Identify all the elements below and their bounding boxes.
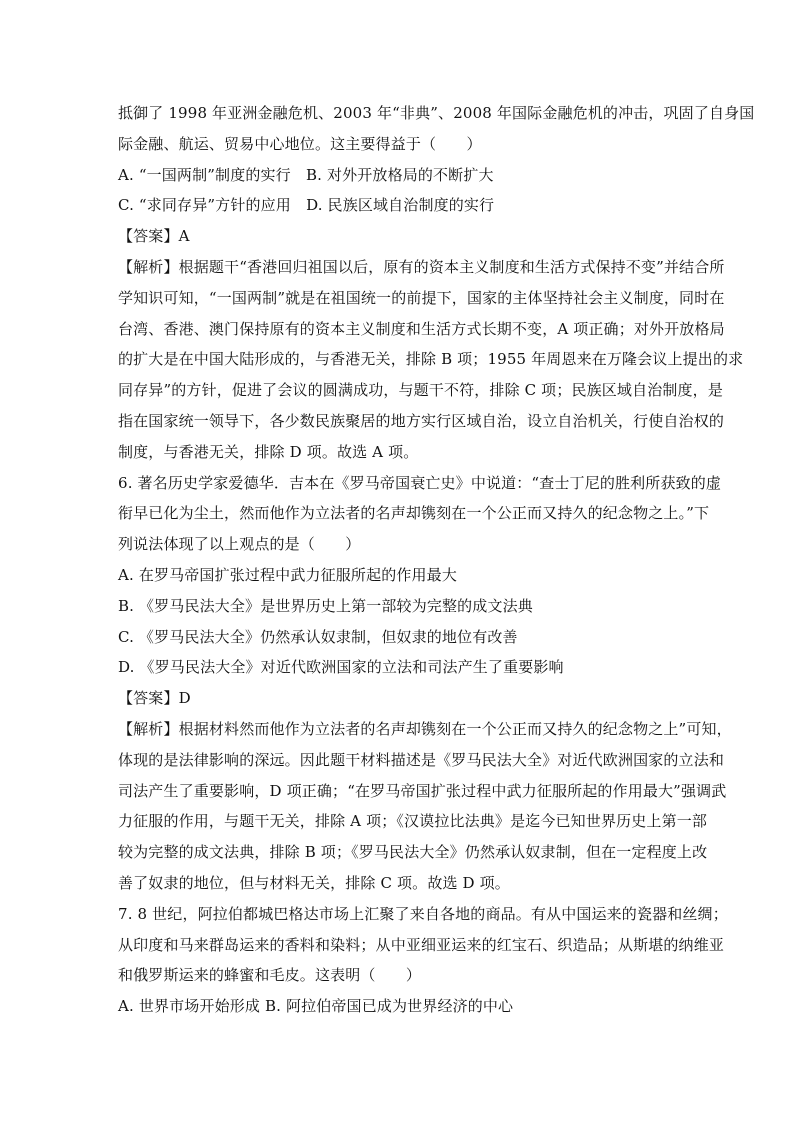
- q6-stem-line: 6. 著名历史学家爱德华．吉本在《罗马帝国衰亡史》中说道：“查士丁尼的胜利所获致的虚: [118, 473, 722, 492]
- q5-options-line: C. “求同存异”方针的应用 D. 民族区域自治制度的实行: [118, 196, 495, 215]
- q6-analysis-line: 体现的是法律影响的深远。因此题干材料描述是《罗马民法大全》对近代欧洲国家的立法和: [118, 750, 725, 769]
- q5-analysis-line: 【解析】根据题干“香港回归祖国以后，原有的资本主义制度和生活方式保持不变”并结合所: [118, 257, 725, 276]
- q6-analysis-line: 【解析】根据材料然而他作为立法者的名声却镌刻在一个公正而又持久的纪念物之上”可知，: [118, 719, 732, 738]
- q5-analysis-line: 同存异”的方针，促进了会议的圆满成功，与题干不符，排除 C 项；民族区域自治制度，是: [118, 381, 723, 400]
- q6-stem-line: 衔早已化为尘土，然而他作为立法者的名声却镌刻在一个公正而又持久的纪念物之上。”下: [118, 504, 710, 523]
- q5-answer: 【答案】A: [118, 227, 190, 246]
- q6-option: B. 《罗马民法大全》是世界历史上第一部较为完整的成文法典: [118, 596, 533, 615]
- q6-analysis-line: 较为完整的成文法典，排除 B 项；《罗马民法大全》仍然承认奴隶制，但在一定程度上改: [118, 843, 708, 862]
- q5-analysis-line: 的扩大是在中国大陆形成的，与香港无关，排除 B 项；1955 年周恩来在万隆会议上提出的求: [118, 350, 744, 369]
- q6-answer: 【答案】D: [118, 689, 191, 708]
- q5-analysis-line: 指在国家统一领导下，各少数民族聚居的地方实行区域自治，设立自治机关，行使自治权的: [118, 411, 725, 430]
- q6-option: D. 《罗马民法大全》对近代欧洲国家的立法和司法产生了重要影响: [118, 658, 564, 677]
- q6-stem-line: 列说法体现了以上观点的是（ ）: [118, 535, 361, 554]
- q5-analysis-line: 制度，与香港无关，排除 D 项。故选 A 项。: [118, 442, 419, 461]
- q5-stem-line: 际金融、航运、贸易中心地位。这主要得益于（ ）: [118, 134, 482, 153]
- q6-option: C. 《罗马民法大全》仍然承认奴隶制，但奴隶的地位有改善: [118, 627, 518, 646]
- q5-options-line: A. “一国两制”制度的实行 B. 对外开放格局的不断扩大: [118, 165, 494, 184]
- q7-stem-line: 从印度和马来群岛运来的香料和染料；从中亚细亚运来的红宝石、织造品；从斯堪的纳维亚: [118, 935, 725, 954]
- document-page: [118, 98, 755, 1022]
- q5-analysis-line: 学知识可知，“一国两制”就是在祖国统一的前提下，国家的主体坚持社会主义制度，同时在: [118, 288, 725, 307]
- q7-options-line: A. 世界市场开始形成 B. 阿拉伯帝国已成为世界经济的中心: [118, 997, 514, 1016]
- q5-analysis-line: 台湾、香港、澳门保持原有的资本主义制度和生活方式长期不变，A 项正确；对外开放格局: [118, 319, 725, 338]
- q6-analysis-line: 善了奴隶的地位，但与材料无关，排除 C 项。故选 D 项。: [118, 873, 510, 892]
- q6-option: A. 在罗马帝国扩张过程中武力征服所起的作用最大: [118, 565, 457, 584]
- q6-analysis-line: 司法产生了重要影响，D 项正确；“在罗马帝国扩张过程中武力征服所起的作用最大”强调武: [118, 781, 727, 800]
- q5-stem-line: 抵御了 1998 年亚洲金融危机、2003 年“非典”、2008 年国际金融危机的冲击，巩固了自身国: [118, 104, 755, 122]
- q6-analysis-line: 力征服的作用，与题干无关，排除 A 项；《汉谟拉比法典》是迄今已知世界历史上第一部: [118, 812, 708, 831]
- q7-stem-line: 和俄罗斯运来的蜂蜜和毛皮。这表明（ ）: [118, 966, 422, 985]
- q7-stem-line: 7. 8 世纪，阿拉伯都城巴格达市场上汇聚了来自各地的商品。有从中国运来的瓷器和丝绸；: [118, 904, 728, 923]
